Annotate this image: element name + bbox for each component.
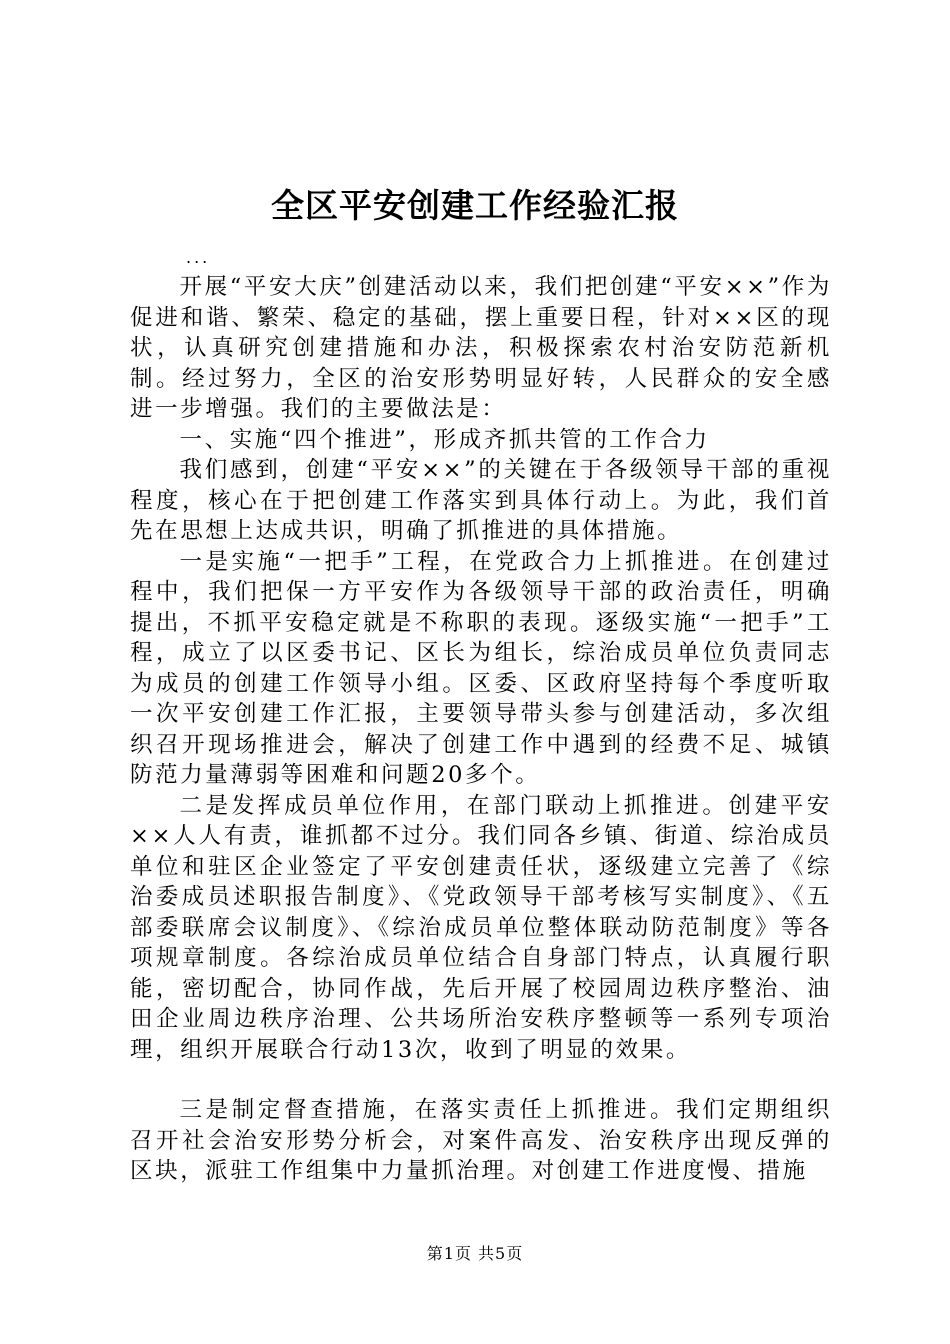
paragraph-4: 二是发挥成员单位作用，在部门联动上抓推进。创建平安××人人有责，谁抓都不过分。我们同各乡镇、街道、综治成员单位和驻区企业签定了平安创建责任状，逐级建立完善了《综治委成员述职报告制度》、《党政领导干部考核写实制度》、《五部委联席会议制度》、《综治成员单位整体联动防范制度》等各项规章制度。各综治成员单位结合自身部门特点，认真履行职能，密切配合，协同作战，先后开展了校园周边秩序整治、油田企业周边秩序治理、公共场所治安秩序整顿等一系列专项治理，组织开展联合行动13次，收到了明显的效果。 <box>130 792 832 1063</box>
document-title: 全区平安创建工作经验汇报 <box>271 186 679 225</box>
paragraph-5: 三是制定督查措施，在落实责任上抓推进。我们定期组织召开社会治安形势分析会，对案件高发、治安秩序出现反弹的区块，派驻工作组集中力量抓治理。对创建工作进度慢、措施 <box>130 1097 832 1184</box>
document-body <box>130 272 832 1187</box>
page-footer: 第1页 共5页 <box>426 1244 524 1263</box>
paragraph-2: 我们感到，创建“平安××”的关键在于各级领导干部的重视程度，核心在于把创建工作落实到具体行动上。为此，我们首先在思想上达成共识，明确了抓推进的具体措施。 <box>130 457 832 544</box>
paragraph-3: 一是实施“一把手”工程，在党政合力上抓推进。在创建过程中，我们把保一方平安作为各级领导干部的政治责任，明确提出，不抓平安稳定就是不称职的表现。逐级实施“一把手”工程，成立了以区委书记、区长为组长，综治成员单位负责同志为成员的创建工作领导小组。区委、区政府坚持每个季度听取一次平安创建工作汇报，主要领导带头参与创建活动，多次组织召开现场推进会，解决了创建工作中遇到的经费不足、城镇防范力量薄弱等困难和问题20多个。 <box>130 548 832 788</box>
paragraph-intro: 开展“平安大庆”创建活动以来，我们把创建“平安××”作为促进和谐、繁荣、稳定的基础，摆上重要日程，针对××区的现状，认真研究创建措施和办法，积极探索农村治安防范新机制。经过努力，全区的治安形势明显好转，人民群众的安全感进一步增强。我们的主要做法是： <box>130 274 832 422</box>
section-heading-1: 一、实施“四个推进”，形成齐抓共管的工作合力 <box>179 426 710 453</box>
ellipsis-marker: ... <box>186 248 211 267</box>
